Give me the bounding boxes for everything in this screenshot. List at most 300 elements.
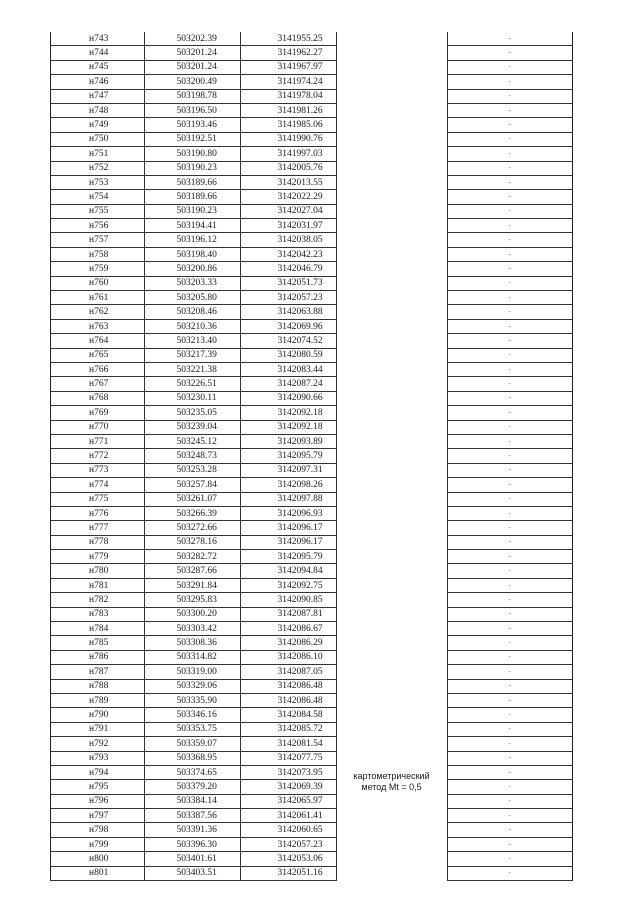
- x-coordinate-cell: 503190.80: [144, 147, 240, 161]
- table-row: [51, 434, 572, 448]
- x-coordinate-cell: 503303.42: [144, 622, 240, 636]
- dash-cell: -: [447, 406, 572, 420]
- x-coordinate-cell: 503192.51: [144, 132, 240, 146]
- y-coordinate-cell: 3142031.97: [240, 219, 336, 233]
- dash-cell: -: [447, 794, 572, 808]
- y-coordinate-cell: 3141985.06: [240, 118, 336, 132]
- dash-cell: -: [447, 161, 572, 175]
- dash-cell: -: [447, 506, 572, 520]
- point-id-cell: н772: [51, 449, 144, 463]
- point-id-cell: н794: [51, 765, 144, 779]
- table-row: [51, 132, 572, 146]
- y-coordinate-cell: 3141967.97: [240, 60, 336, 74]
- table-row: [51, 765, 572, 779]
- point-id-cell: н796: [51, 794, 144, 808]
- y-coordinate-cell: 3141974.24: [240, 75, 336, 89]
- dash-cell: -: [447, 665, 572, 679]
- x-coordinate-cell: 503198.40: [144, 247, 240, 261]
- y-coordinate-cell: 3142077.75: [240, 751, 336, 765]
- point-id-cell: н765: [51, 348, 144, 362]
- point-id-cell: н786: [51, 650, 144, 664]
- point-id-cell: н766: [51, 362, 144, 376]
- x-coordinate-cell: 503205.80: [144, 291, 240, 305]
- table-row: [51, 693, 572, 707]
- x-coordinate-cell: 503291.84: [144, 578, 240, 592]
- table-row: [51, 204, 572, 218]
- point-id-cell: н791: [51, 722, 144, 736]
- dash-cell: -: [447, 622, 572, 636]
- table-row: [51, 291, 572, 305]
- table-row: [51, 607, 572, 621]
- y-coordinate-cell: 3142093.89: [240, 434, 336, 448]
- dash-cell: -: [447, 449, 572, 463]
- table-row: [51, 463, 572, 477]
- y-coordinate-cell: 3142053.06: [240, 852, 336, 866]
- method-cell: [336, 32, 447, 881]
- x-coordinate-cell: 503401.61: [144, 852, 240, 866]
- x-coordinate-cell: 503308.36: [144, 636, 240, 650]
- dash-cell: -: [447, 46, 572, 60]
- x-coordinate-cell: 503384.14: [144, 794, 240, 808]
- y-coordinate-cell: 3142086.10: [240, 650, 336, 664]
- point-id-cell: н800: [51, 852, 144, 866]
- table-row: [51, 521, 572, 535]
- dash-cell: -: [447, 593, 572, 607]
- point-id-cell: н769: [51, 406, 144, 420]
- dash-cell: -: [447, 262, 572, 276]
- dash-cell: -: [447, 636, 572, 650]
- method-line-2: метод Mt = 0,5: [361, 781, 422, 792]
- coordinates-table-page: [50, 32, 573, 881]
- x-coordinate-cell: 503210.36: [144, 319, 240, 333]
- x-coordinate-cell: 503221.38: [144, 362, 240, 376]
- table-row: [51, 190, 572, 204]
- dash-cell: -: [447, 132, 572, 146]
- y-coordinate-cell: 3142022.29: [240, 190, 336, 204]
- y-coordinate-cell: 3142038.05: [240, 233, 336, 247]
- point-id-cell: н774: [51, 478, 144, 492]
- x-coordinate-cell: 503329.06: [144, 679, 240, 693]
- dash-cell: -: [447, 276, 572, 290]
- table-row: [51, 506, 572, 520]
- x-coordinate-cell: 503226.51: [144, 377, 240, 391]
- table-row: [51, 852, 572, 866]
- x-coordinate-cell: 503391.36: [144, 823, 240, 837]
- point-id-cell: н795: [51, 780, 144, 794]
- dash-cell: -: [447, 607, 572, 621]
- point-id-cell: н780: [51, 564, 144, 578]
- y-coordinate-cell: 3142065.97: [240, 794, 336, 808]
- table-row: [51, 32, 572, 46]
- table-row: [51, 866, 572, 880]
- table-row: [51, 233, 572, 247]
- y-coordinate-cell: 3142057.23: [240, 291, 336, 305]
- point-id-cell: н761: [51, 291, 144, 305]
- dash-cell: -: [447, 463, 572, 477]
- point-id-cell: н762: [51, 305, 144, 319]
- table-row: [51, 550, 572, 564]
- x-coordinate-cell: 503201.24: [144, 60, 240, 74]
- coordinates-table: [51, 32, 572, 881]
- table-row: [51, 823, 572, 837]
- point-id-cell: н788: [51, 679, 144, 693]
- dash-cell: -: [447, 420, 572, 434]
- x-coordinate-cell: 503368.95: [144, 751, 240, 765]
- point-id-cell: н778: [51, 535, 144, 549]
- y-coordinate-cell: 3142057.23: [240, 837, 336, 851]
- dash-cell: -: [447, 247, 572, 261]
- point-id-cell: н799: [51, 837, 144, 851]
- point-id-cell: н745: [51, 60, 144, 74]
- x-coordinate-cell: 503239.04: [144, 420, 240, 434]
- y-coordinate-cell: 3142084.58: [240, 708, 336, 722]
- x-coordinate-cell: 503353.75: [144, 722, 240, 736]
- point-id-cell: н789: [51, 693, 144, 707]
- method-note: [353, 771, 429, 793]
- dash-cell: -: [447, 478, 572, 492]
- dash-cell: -: [447, 492, 572, 506]
- dash-cell: -: [447, 837, 572, 851]
- table-row: [51, 262, 572, 276]
- y-coordinate-cell: 3142073.95: [240, 765, 336, 779]
- y-coordinate-cell: 3142005.76: [240, 161, 336, 175]
- dash-cell: -: [447, 75, 572, 89]
- dash-cell: -: [447, 305, 572, 319]
- point-id-cell: н782: [51, 593, 144, 607]
- y-coordinate-cell: 3142097.31: [240, 463, 336, 477]
- point-id-cell: н764: [51, 334, 144, 348]
- x-coordinate-cell: 503253.28: [144, 463, 240, 477]
- x-coordinate-cell: 503196.50: [144, 103, 240, 117]
- x-coordinate-cell: 503359.07: [144, 737, 240, 751]
- y-coordinate-cell: 3142086.29: [240, 636, 336, 650]
- table-row: [51, 175, 572, 189]
- y-coordinate-cell: 3142074.52: [240, 334, 336, 348]
- table-row: [51, 449, 572, 463]
- table-row: [51, 722, 572, 736]
- table-row: [51, 492, 572, 506]
- dash-cell: -: [447, 751, 572, 765]
- point-id-cell: н755: [51, 204, 144, 218]
- x-coordinate-cell: 503278.16: [144, 535, 240, 549]
- table-row: [51, 348, 572, 362]
- x-coordinate-cell: 503194.41: [144, 219, 240, 233]
- y-coordinate-cell: 3142095.79: [240, 550, 336, 564]
- table-row: [51, 780, 572, 794]
- x-coordinate-cell: 503193.46: [144, 118, 240, 132]
- x-coordinate-cell: 503319.00: [144, 665, 240, 679]
- table-row: [51, 319, 572, 333]
- dash-cell: -: [447, 204, 572, 218]
- point-id-cell: н785: [51, 636, 144, 650]
- x-coordinate-cell: 503374.65: [144, 765, 240, 779]
- y-coordinate-cell: 3142086.67: [240, 622, 336, 636]
- dash-cell: -: [447, 722, 572, 736]
- x-coordinate-cell: 503200.49: [144, 75, 240, 89]
- x-coordinate-cell: 503217.39: [144, 348, 240, 362]
- point-id-cell: н748: [51, 103, 144, 117]
- x-coordinate-cell: 503266.39: [144, 506, 240, 520]
- dash-cell: -: [447, 219, 572, 233]
- dash-cell: -: [447, 291, 572, 305]
- dash-cell: -: [447, 852, 572, 866]
- dash-cell: -: [447, 377, 572, 391]
- point-id-cell: н790: [51, 708, 144, 722]
- y-coordinate-cell: 3142086.48: [240, 693, 336, 707]
- table-row: [51, 622, 572, 636]
- point-id-cell: н779: [51, 550, 144, 564]
- x-coordinate-cell: 503203.33: [144, 276, 240, 290]
- point-id-cell: н792: [51, 737, 144, 751]
- table-row: [51, 46, 572, 60]
- point-id-cell: н776: [51, 506, 144, 520]
- x-coordinate-cell: 503248.73: [144, 449, 240, 463]
- y-coordinate-cell: 3142013.55: [240, 175, 336, 189]
- y-coordinate-cell: 3142060.65: [240, 823, 336, 837]
- y-coordinate-cell: 3142087.24: [240, 377, 336, 391]
- method-line-1: картометрический: [353, 770, 430, 781]
- point-id-cell: н801: [51, 866, 144, 880]
- table-row: [51, 636, 572, 650]
- table-row: [51, 219, 572, 233]
- dash-cell: -: [447, 118, 572, 132]
- point-id-cell: н768: [51, 391, 144, 405]
- x-coordinate-cell: 503379.20: [144, 780, 240, 794]
- dash-cell: -: [447, 521, 572, 535]
- dash-cell: -: [447, 578, 572, 592]
- x-coordinate-cell: 503272.66: [144, 521, 240, 535]
- y-coordinate-cell: 3142095.79: [240, 449, 336, 463]
- table-row: [51, 89, 572, 103]
- y-coordinate-cell: 3141955.25: [240, 32, 336, 46]
- y-coordinate-cell: 3142092.75: [240, 578, 336, 592]
- table-row: [51, 362, 572, 376]
- y-coordinate-cell: 3142063.88: [240, 305, 336, 319]
- dash-cell: -: [447, 823, 572, 837]
- dash-cell: -: [447, 737, 572, 751]
- x-coordinate-cell: 503387.56: [144, 809, 240, 823]
- y-coordinate-cell: 3142086.48: [240, 679, 336, 693]
- x-coordinate-cell: 503287.66: [144, 564, 240, 578]
- point-id-cell: н770: [51, 420, 144, 434]
- point-id-cell: н771: [51, 434, 144, 448]
- table-row: [51, 276, 572, 290]
- x-coordinate-cell: 503235.05: [144, 406, 240, 420]
- table-row: [51, 751, 572, 765]
- table-row: [51, 118, 572, 132]
- coordinates-table-body: [51, 32, 572, 881]
- x-coordinate-cell: 503213.40: [144, 334, 240, 348]
- point-id-cell: н749: [51, 118, 144, 132]
- dash-cell: -: [447, 564, 572, 578]
- point-id-cell: н775: [51, 492, 144, 506]
- table-row: [51, 161, 572, 175]
- dash-cell: -: [447, 190, 572, 204]
- point-id-cell: н784: [51, 622, 144, 636]
- dash-cell: -: [447, 103, 572, 117]
- dash-cell: -: [447, 362, 572, 376]
- y-coordinate-cell: 3142092.18: [240, 420, 336, 434]
- x-coordinate-cell: 503403.51: [144, 866, 240, 880]
- table-row: [51, 103, 572, 117]
- point-id-cell: н797: [51, 809, 144, 823]
- y-coordinate-cell: 3142094.84: [240, 564, 336, 578]
- dash-cell: -: [447, 348, 572, 362]
- y-coordinate-cell: 3142083.44: [240, 362, 336, 376]
- point-id-cell: н759: [51, 262, 144, 276]
- x-coordinate-cell: 503396.30: [144, 837, 240, 851]
- point-id-cell: н743: [51, 32, 144, 46]
- dash-cell: -: [447, 147, 572, 161]
- table-row: [51, 75, 572, 89]
- table-row: [51, 794, 572, 808]
- x-coordinate-cell: 503261.07: [144, 492, 240, 506]
- dash-cell: -: [447, 32, 572, 46]
- x-coordinate-cell: 503300.20: [144, 607, 240, 621]
- y-coordinate-cell: 3141981.26: [240, 103, 336, 117]
- dash-cell: -: [447, 765, 572, 779]
- dash-cell: -: [447, 693, 572, 707]
- y-coordinate-cell: 3142061.41: [240, 809, 336, 823]
- table-row: [51, 147, 572, 161]
- y-coordinate-cell: 3142051.73: [240, 276, 336, 290]
- table-row: [51, 665, 572, 679]
- point-id-cell: н783: [51, 607, 144, 621]
- point-id-cell: н763: [51, 319, 144, 333]
- x-coordinate-cell: 503245.12: [144, 434, 240, 448]
- dash-cell: -: [447, 434, 572, 448]
- table-row: [51, 478, 572, 492]
- y-coordinate-cell: 3142042.23: [240, 247, 336, 261]
- dash-cell: -: [447, 550, 572, 564]
- dash-cell: -: [447, 535, 572, 549]
- table-row: [51, 420, 572, 434]
- dash-cell: -: [447, 809, 572, 823]
- x-coordinate-cell: 503198.78: [144, 89, 240, 103]
- table-row: [51, 737, 572, 751]
- point-id-cell: н746: [51, 75, 144, 89]
- y-coordinate-cell: 3142069.96: [240, 319, 336, 333]
- point-id-cell: н758: [51, 247, 144, 261]
- table-row: [51, 679, 572, 693]
- point-id-cell: н753: [51, 175, 144, 189]
- point-id-cell: н754: [51, 190, 144, 204]
- table-row: [51, 377, 572, 391]
- x-coordinate-cell: 503190.23: [144, 204, 240, 218]
- table-row: [51, 247, 572, 261]
- point-id-cell: н798: [51, 823, 144, 837]
- point-id-cell: н767: [51, 377, 144, 391]
- dash-cell: -: [447, 233, 572, 247]
- y-coordinate-cell: 3142046.79: [240, 262, 336, 276]
- y-coordinate-cell: 3142051.16: [240, 866, 336, 880]
- dash-cell: -: [447, 780, 572, 794]
- point-id-cell: н756: [51, 219, 144, 233]
- x-coordinate-cell: 503208.46: [144, 305, 240, 319]
- y-coordinate-cell: 3142090.85: [240, 593, 336, 607]
- point-id-cell: н777: [51, 521, 144, 535]
- x-coordinate-cell: 503189.66: [144, 175, 240, 189]
- x-coordinate-cell: 503200.86: [144, 262, 240, 276]
- dash-cell: -: [447, 175, 572, 189]
- dash-cell: -: [447, 679, 572, 693]
- x-coordinate-cell: 503335.90: [144, 693, 240, 707]
- y-coordinate-cell: 3142090.66: [240, 391, 336, 405]
- y-coordinate-cell: 3142096.93: [240, 506, 336, 520]
- table-row: [51, 60, 572, 74]
- point-id-cell: н787: [51, 665, 144, 679]
- y-coordinate-cell: 3142098.26: [240, 478, 336, 492]
- x-coordinate-cell: 503189.66: [144, 190, 240, 204]
- table-row: [51, 305, 572, 319]
- x-coordinate-cell: 503282.72: [144, 550, 240, 564]
- dash-cell: -: [447, 650, 572, 664]
- x-coordinate-cell: 503295.83: [144, 593, 240, 607]
- point-id-cell: н752: [51, 161, 144, 175]
- point-id-cell: н781: [51, 578, 144, 592]
- x-coordinate-cell: 503202.39: [144, 32, 240, 46]
- y-coordinate-cell: 3141978.04: [240, 89, 336, 103]
- x-coordinate-cell: 503201.24: [144, 46, 240, 60]
- dash-cell: -: [447, 708, 572, 722]
- y-coordinate-cell: 3142085.72: [240, 722, 336, 736]
- x-coordinate-cell: 503230.11: [144, 391, 240, 405]
- table-row: [51, 391, 572, 405]
- x-coordinate-cell: 503346.16: [144, 708, 240, 722]
- table-row: [51, 578, 572, 592]
- dash-cell: -: [447, 319, 572, 333]
- dash-cell: -: [447, 391, 572, 405]
- y-coordinate-cell: 3142027.04: [240, 204, 336, 218]
- table-row: [51, 564, 572, 578]
- table-row: [51, 334, 572, 348]
- point-id-cell: н760: [51, 276, 144, 290]
- point-id-cell: н751: [51, 147, 144, 161]
- y-coordinate-cell: 3141990.76: [240, 132, 336, 146]
- table-row: [51, 708, 572, 722]
- y-coordinate-cell: 3141962.27: [240, 46, 336, 60]
- y-coordinate-cell: 3142097.88: [240, 492, 336, 506]
- table-row: [51, 406, 572, 420]
- y-coordinate-cell: 3141997.03: [240, 147, 336, 161]
- x-coordinate-cell: 503196.12: [144, 233, 240, 247]
- dash-cell: -: [447, 60, 572, 74]
- point-id-cell: н793: [51, 751, 144, 765]
- x-coordinate-cell: 503314.82: [144, 650, 240, 664]
- dash-cell: -: [447, 334, 572, 348]
- table-row: [51, 837, 572, 851]
- point-id-cell: н750: [51, 132, 144, 146]
- dash-cell: -: [447, 866, 572, 880]
- x-coordinate-cell: 503257.84: [144, 478, 240, 492]
- y-coordinate-cell: 3142096.17: [240, 521, 336, 535]
- y-coordinate-cell: 3142087.05: [240, 665, 336, 679]
- table-row: [51, 535, 572, 549]
- point-id-cell: н747: [51, 89, 144, 103]
- table-row: [51, 650, 572, 664]
- table-row: [51, 593, 572, 607]
- y-coordinate-cell: 3142081.54: [240, 737, 336, 751]
- y-coordinate-cell: 3142087.81: [240, 607, 336, 621]
- x-coordinate-cell: 503190.23: [144, 161, 240, 175]
- point-id-cell: н773: [51, 463, 144, 477]
- point-id-cell: н757: [51, 233, 144, 247]
- point-id-cell: н744: [51, 46, 144, 60]
- y-coordinate-cell: 3142069.39: [240, 780, 336, 794]
- dash-cell: -: [447, 89, 572, 103]
- y-coordinate-cell: 3142080.59: [240, 348, 336, 362]
- table-row: [51, 809, 572, 823]
